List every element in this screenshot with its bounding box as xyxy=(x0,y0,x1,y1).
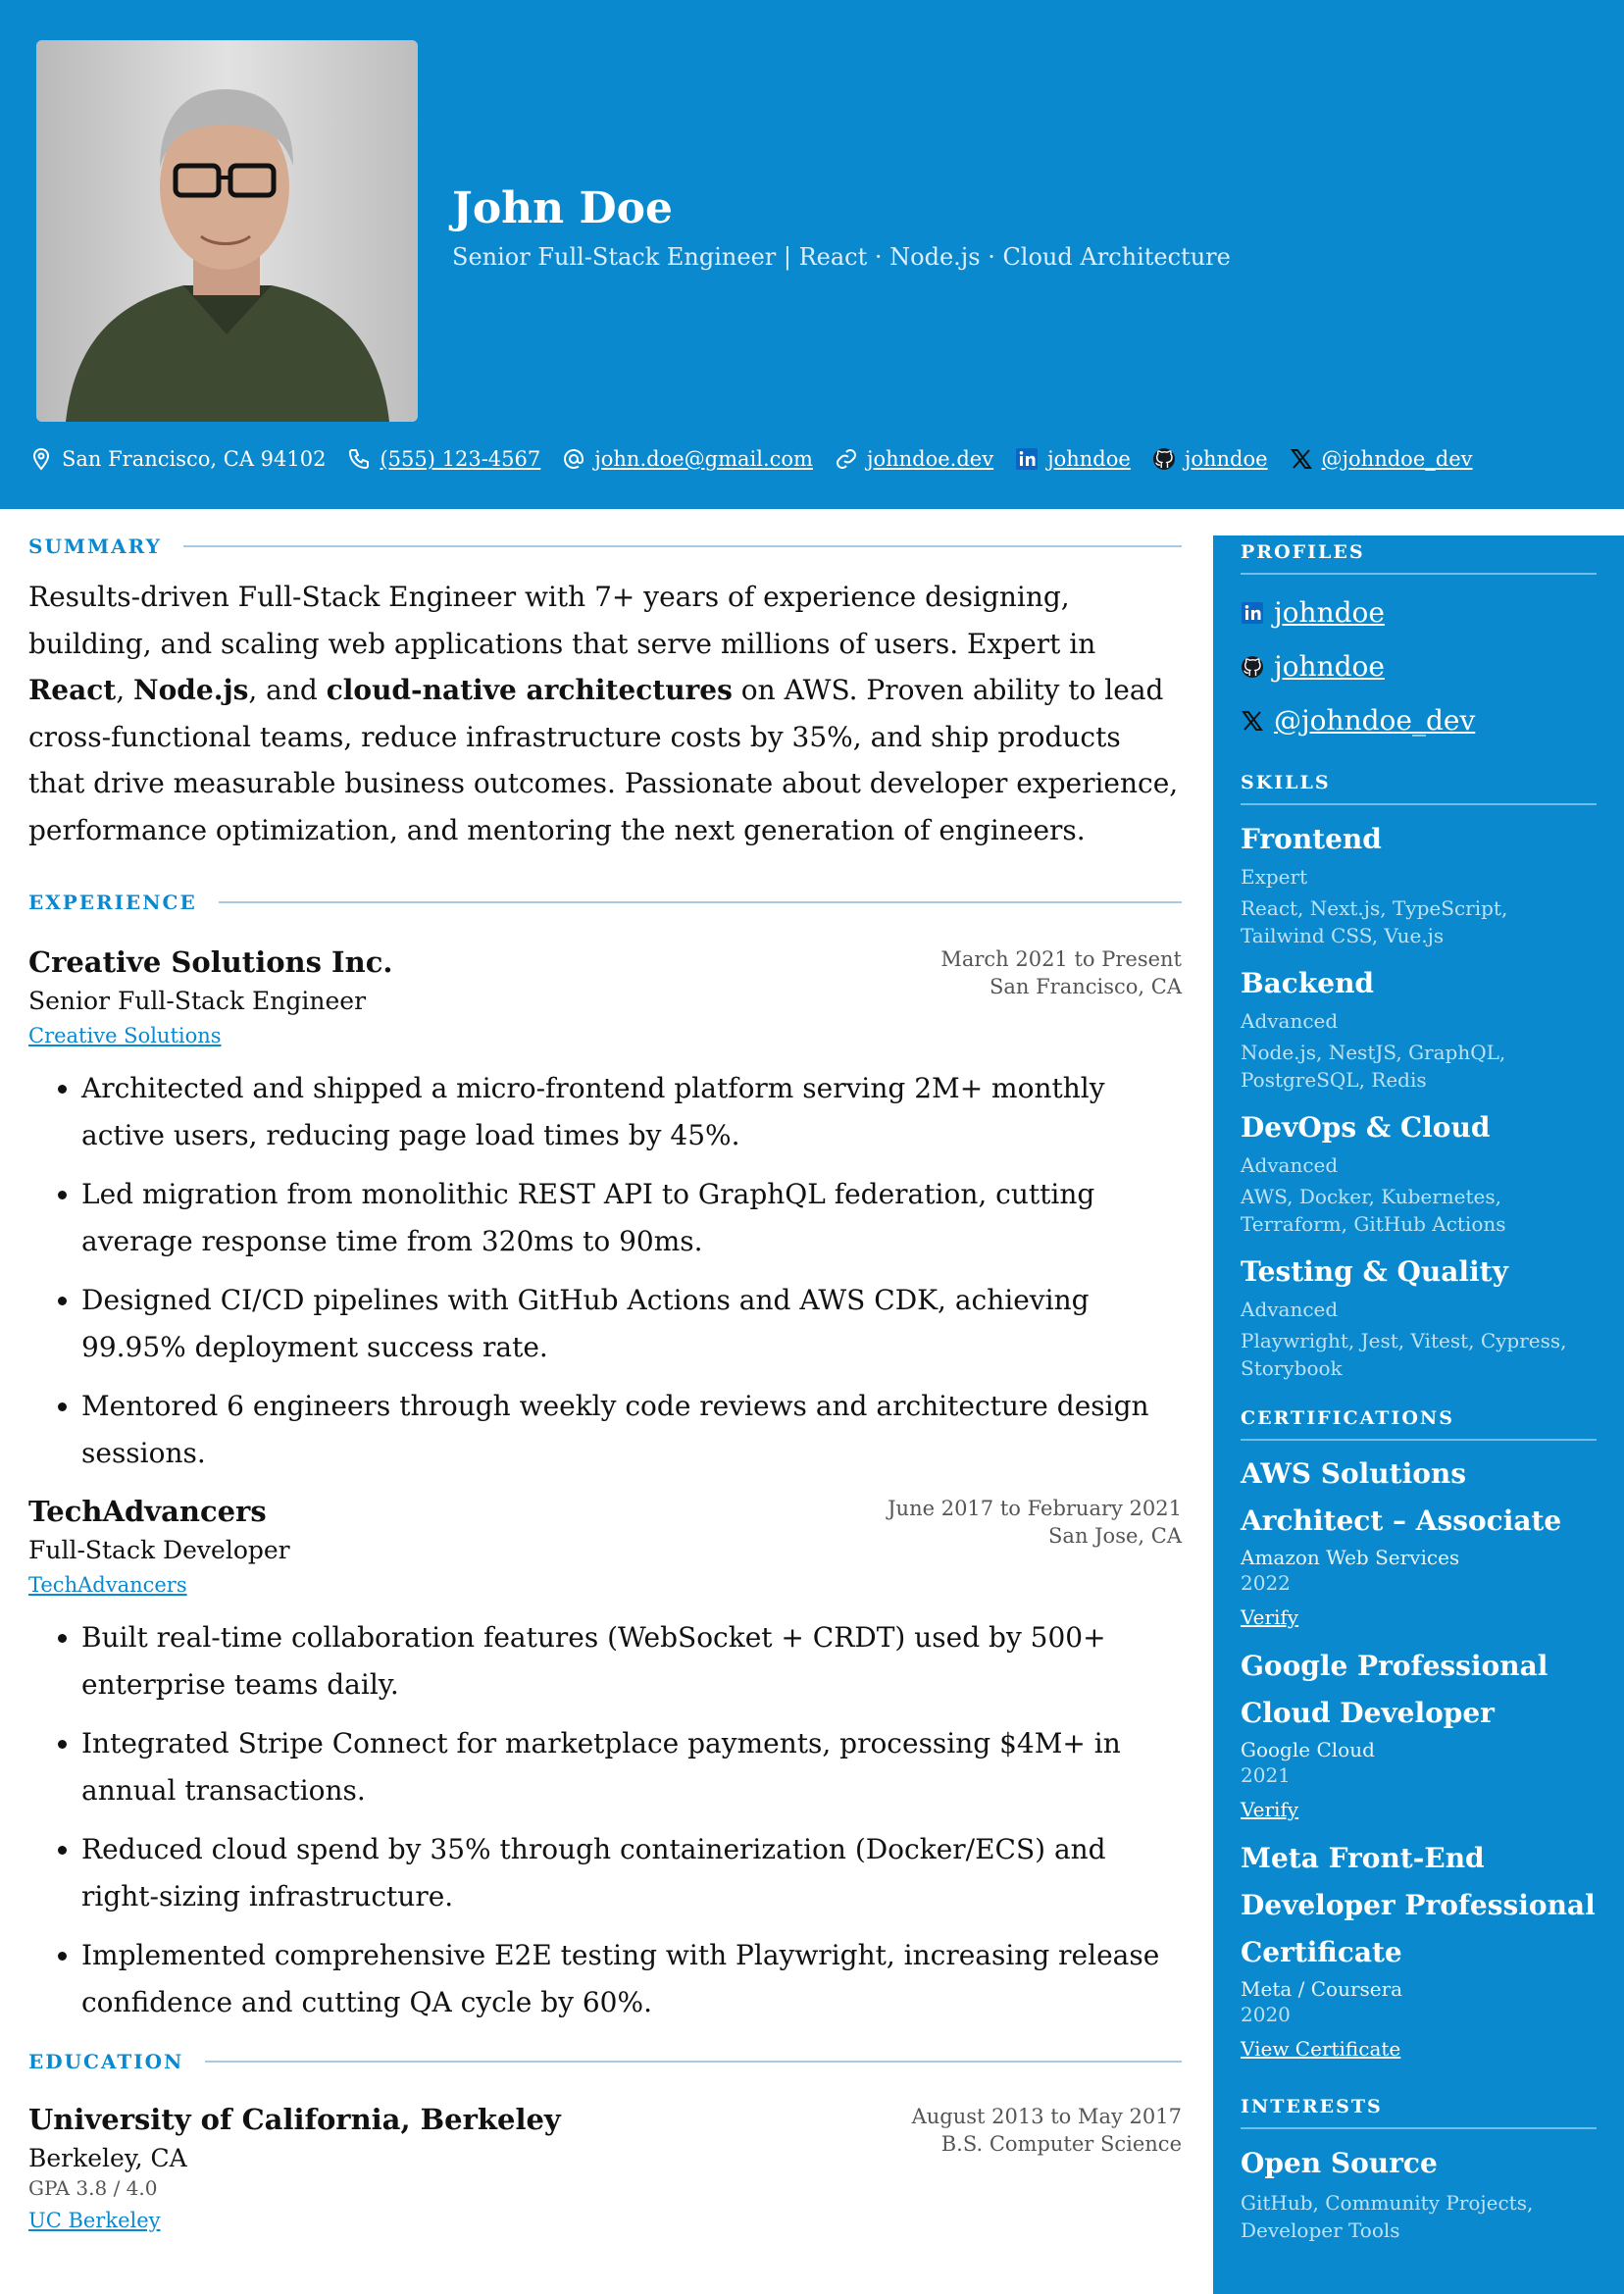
interest-name: Open Source xyxy=(1241,2147,1438,2179)
contact-linkedin[interactable] xyxy=(1015,447,1131,471)
phone-link[interactable]: (555) 123-4567 xyxy=(380,447,541,471)
skill-keywords: Node.js, NestJS, GraphQL, PostgreSQL, Redis xyxy=(1241,1041,1506,1092)
education-title: EDUCATION xyxy=(28,2050,184,2073)
profile-link[interactable]: johndoe xyxy=(1274,650,1385,683)
summary-bold-react: React xyxy=(28,674,117,706)
skills-title: SKILLS xyxy=(1241,766,1597,805)
education-heading xyxy=(28,2050,1182,2073)
interest-item xyxy=(1241,2147,1597,2244)
summary-bold-node: Node.js xyxy=(133,674,249,706)
section-divider xyxy=(183,545,1182,547)
entry-location: San Francisco, CA xyxy=(989,975,1182,998)
school-link[interactable]: UC Berkeley xyxy=(28,2209,161,2232)
skill-group xyxy=(1241,967,1597,1094)
position-title: Full-Stack Developer xyxy=(28,1536,290,1564)
x-icon xyxy=(1241,709,1264,733)
certifications-title: CERTIFICATIONS xyxy=(1241,1402,1597,1441)
company-link-wrap xyxy=(28,1573,1182,1597)
entry-meta xyxy=(940,945,1182,1000)
profile-x[interactable] xyxy=(1241,704,1597,737)
entry-location: San Jose, CA xyxy=(1048,1524,1182,1548)
location-text: San Francisco, CA 94102 xyxy=(62,447,327,471)
summary-heading xyxy=(28,535,1182,558)
link-icon xyxy=(835,447,858,471)
contact-website[interactable] xyxy=(835,447,993,471)
achievement-item: • Architected and shipped a micro-frontend platform serving 2M+ monthly active users, reducing page load times by 45%. xyxy=(81,1065,1182,1159)
email-link[interactable]: john.doe@gmail.com xyxy=(594,447,813,471)
cert-issuer: Amazon Web Services xyxy=(1241,1546,1460,1569)
cert-link-wrap xyxy=(1241,1606,1597,1629)
entry-meta xyxy=(912,2103,1182,2158)
phone-icon xyxy=(347,447,371,471)
skill-group xyxy=(1241,1111,1597,1238)
summary-bold-cloud: cloud-native architectures xyxy=(326,674,733,706)
experience-heading xyxy=(28,891,1182,914)
certification-item xyxy=(1241,1451,1597,1629)
entry-meta xyxy=(888,1495,1182,1550)
summary-text xyxy=(28,574,1182,853)
experience-title: EXPERIENCE xyxy=(28,891,197,914)
candidate-name: John Doe xyxy=(452,183,673,233)
cert-name: Google Professional Cloud Developer xyxy=(1241,1650,1548,1729)
degree: B.S. Computer Science xyxy=(940,2132,1182,2156)
skill-group xyxy=(1241,823,1597,949)
contact-github[interactable] xyxy=(1152,447,1268,471)
skill-level: Advanced xyxy=(1241,1009,1339,1033)
certification-item xyxy=(1241,1643,1597,1821)
github-icon xyxy=(1241,655,1264,679)
profile-linkedin[interactable] xyxy=(1241,596,1597,629)
cert-link-wrap xyxy=(1241,2037,1597,2061)
github-icon xyxy=(1152,447,1176,471)
map-pin-icon xyxy=(29,447,53,471)
achievement-item: • Built real-time collaboration features (WebSocket + CRDT) used by 500+ enterprise teams daily. xyxy=(81,1614,1182,1708)
skill-group xyxy=(1241,1255,1597,1382)
school-name: University of California, Berkeley xyxy=(28,2103,561,2136)
summary-text-part: , and xyxy=(248,674,327,706)
achievement-item: • Integrated Stripe Connect for marketplace payments, processing $4M+ in annual transactions. xyxy=(81,1720,1182,1814)
skill-keywords: AWS, Docker, Kubernetes, Terraform, GitHub Actions xyxy=(1241,1185,1506,1236)
profiles-title: PROFILES xyxy=(1241,535,1597,575)
achievement-list xyxy=(28,1065,1182,1477)
entry-date: March 2021 to Present xyxy=(940,947,1182,971)
profile-link[interactable]: johndoe xyxy=(1274,596,1385,629)
skill-level: Advanced xyxy=(1241,1153,1339,1177)
profile-photo xyxy=(36,40,418,422)
interest-keywords: GitHub, Community Projects, Developer Tools xyxy=(1241,2191,1534,2242)
linkedin-link[interactable]: johndoe xyxy=(1047,447,1131,471)
cert-issuer: Google Cloud xyxy=(1241,1738,1375,1761)
entry-date: June 2017 to February 2021 xyxy=(888,1497,1182,1520)
school-link-wrap xyxy=(28,2209,1182,2232)
cert-date: 2022 xyxy=(1241,1571,1291,1595)
company-link[interactable]: TechAdvancers xyxy=(28,1573,187,1597)
header xyxy=(0,0,1624,509)
summary-text-part: , xyxy=(116,674,134,706)
cert-view-link[interactable]: View Certificate xyxy=(1241,2037,1401,2061)
skill-name: Testing & Quality xyxy=(1241,1255,1508,1288)
summary-title: SUMMARY xyxy=(28,535,162,558)
profile-github[interactable] xyxy=(1241,650,1597,683)
skill-name: Frontend xyxy=(1241,823,1382,855)
education-entry xyxy=(28,2103,1182,2232)
summary-text-part: on AWS. Proven ability to lead cross-functional teams, reduce infrastructure costs by 35%, and ship products that drive measurable business outcomes. Passionate about developer experience, performance optimization, and mentoring the next generation of engineers. xyxy=(28,674,1179,846)
gpa: GPA 3.8 / 4.0 xyxy=(28,2176,158,2200)
skill-name: DevOps & Cloud xyxy=(1241,1111,1491,1144)
company-link-wrap xyxy=(28,1024,1182,1047)
contact-location xyxy=(29,447,326,471)
x-link[interactable]: @johndoe_dev xyxy=(1321,447,1473,471)
cert-issuer: Meta / Coursera xyxy=(1241,1977,1403,2001)
experience-entry xyxy=(28,945,1182,1477)
skill-level: Advanced xyxy=(1241,1298,1339,1321)
main-column xyxy=(28,535,1182,2232)
skill-keywords: React, Next.js, TypeScript, Tailwind CSS, Vue.js xyxy=(1241,896,1508,947)
contact-bar xyxy=(29,447,1472,471)
achievement-item: • Reduced cloud spend by 35% through containerization (Docker/ECS) and right-sizing infrastructure. xyxy=(81,1826,1182,1920)
contact-x[interactable] xyxy=(1290,447,1473,471)
skill-name: Backend xyxy=(1241,967,1375,999)
linkedin-icon xyxy=(1241,601,1264,625)
certification-item xyxy=(1241,1835,1597,2061)
company-name: TechAdvancers xyxy=(28,1495,267,1528)
cert-link-wrap xyxy=(1241,1798,1597,1821)
cert-verify-link[interactable]: Verify xyxy=(1241,1606,1299,1629)
achievement-item: • Designed CI/CD pipelines with GitHub Actions and AWS CDK, achieving 99.95% deployment success rate. xyxy=(81,1277,1182,1371)
profile-link[interactable]: @johndoe_dev xyxy=(1274,704,1476,737)
skill-level: Expert xyxy=(1241,865,1308,889)
achievement-item: • Mentored 6 engineers through weekly code reviews and architecture design sessions. xyxy=(81,1383,1182,1477)
achievement-list xyxy=(28,1614,1182,2026)
school-location: Berkeley, CA xyxy=(28,2144,187,2172)
sidebar xyxy=(1213,535,1624,2294)
github-link[interactable]: johndoe xyxy=(1184,447,1268,471)
contact-email[interactable] xyxy=(562,447,813,471)
achievement-item: • Implemented comprehensive E2E testing with Playwright, increasing release confidence and cutting QA cycle by 60%. xyxy=(81,1932,1182,2026)
experience-entry xyxy=(28,1495,1182,2026)
summary-text-part: Results-driven Full-Stack Engineer with 7+ years of experience designing, building, and scaling web applications that serve millions of users. Expert in xyxy=(28,581,1096,660)
company-link[interactable]: Creative Solutions xyxy=(28,1024,222,1047)
linkedin-icon xyxy=(1015,447,1039,471)
entry-date: August 2013 to May 2017 xyxy=(911,2105,1182,2128)
x-icon xyxy=(1290,447,1313,471)
cert-date: 2021 xyxy=(1241,1763,1291,1787)
sidebar-content xyxy=(1213,535,1624,2244)
at-icon xyxy=(562,447,585,471)
headline: Senior Full-Stack Engineer | React · Node.js · Cloud Architecture xyxy=(452,243,1231,271)
website-link[interactable]: johndoe.dev xyxy=(866,447,994,471)
interests-title: INTERESTS xyxy=(1241,2090,1597,2129)
company-name: Creative Solutions Inc. xyxy=(28,945,393,979)
achievement-item: • Led migration from monolithic REST API to GraphQL federation, cutting average response time from 320ms to 90ms. xyxy=(81,1171,1182,1265)
section-divider xyxy=(205,2061,1182,2063)
cert-date: 2020 xyxy=(1241,2003,1291,2026)
cert-name: AWS Solutions Architect – Associate xyxy=(1241,1457,1562,1537)
position-title: Senior Full-Stack Engineer xyxy=(28,987,367,1015)
section-divider xyxy=(219,901,1182,903)
cert-verify-link[interactable]: Verify xyxy=(1241,1798,1299,1821)
cert-name: Meta Front-End Developer Professional Certificate xyxy=(1241,1842,1596,1968)
contact-phone[interactable] xyxy=(347,447,540,471)
skill-keywords: Playwright, Jest, Vitest, Cypress, Storybook xyxy=(1241,1329,1567,1380)
